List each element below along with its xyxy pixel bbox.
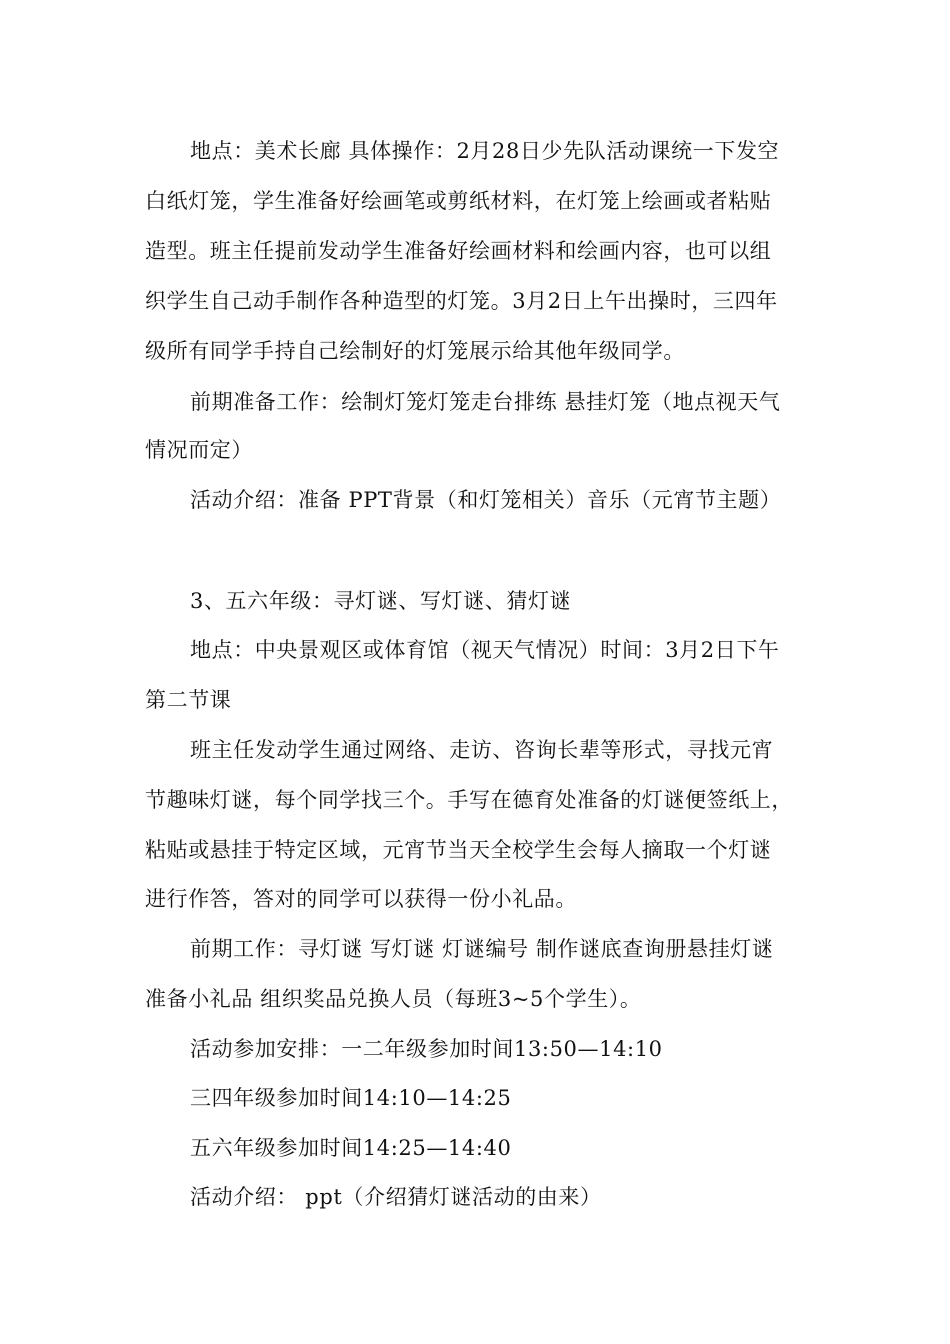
paragraph-line: 白纸灯笼，学生准备好绘画笔或剪纸材料，在灯笼上绘画或者粘贴	[145, 189, 772, 213]
paragraph-location-art-corridor: 地点：美术长廊 具体操作：2月28日少先队活动课统一下发空	[190, 139, 780, 163]
schedule-grade-5-6: 五六年级参加时间14:25—14:40	[190, 1136, 512, 1160]
schedule-grade-1-2: 活动参加安排：一二年级参加时间13:50—14:10	[190, 1037, 663, 1061]
paragraph-line: 情况而定）	[145, 438, 253, 462]
paragraph-preparation: 前期准备工作：绘制灯笼灯笼走台排练 悬挂灯笼（地点视天气	[190, 390, 781, 414]
schedule-grade-3-4: 三四年级参加时间14:10—14:25	[190, 1086, 512, 1110]
paragraph-line: 粘贴或悬挂于特定区域，元宵节当天全校学生会每人摘取一个灯谜	[145, 838, 772, 862]
paragraph-class-teacher: 班主任发动学生通过网络、走访、咨询长辈等形式，寻找元宵	[190, 738, 774, 762]
paragraph-early-work: 前期工作：寻灯谜 写灯谜 灯谜编号 制作谜底查询册悬挂灯谜	[190, 937, 774, 961]
paragraph-line: 造型。班主任提前发动学生准备好绘画材料和绘画内容，也可以组	[145, 239, 772, 263]
paragraph-activity-intro-ppt: 活动介绍： ppt（介绍猜灯谜活动的由来）	[190, 1185, 602, 1209]
paragraph-line: 级所有同学手持自己绘制好的灯笼展示给其他年级同学。	[145, 339, 685, 363]
paragraph-line: 织学生自己动手制作各种造型的灯笼。3月2日上午出操时，三四年	[145, 289, 778, 313]
paragraph-line: 第二节课	[145, 688, 232, 712]
paragraph-location-time: 地点：中央景观区或体育馆（视天气情况）时间：3月2日下午	[190, 638, 780, 662]
paragraph-activity-intro: 活动介绍：准备 PPT背景（和灯笼相关）音乐（元宵节主题）	[190, 488, 782, 512]
paragraph-line: 进行作答，答对的同学可以获得一份小礼品。	[145, 887, 577, 911]
paragraph-line: 节趣味灯谜，每个同学找三个。手写在德育处准备的灯谜便签纸上，	[145, 788, 793, 812]
paragraph-line: 准备小礼品 组织奖品兑换人员（每班3~5个学生）。	[145, 987, 642, 1011]
section-heading-grade-5-6: 3、五六年级：寻灯谜、写灯谜、猜灯谜	[190, 589, 572, 613]
